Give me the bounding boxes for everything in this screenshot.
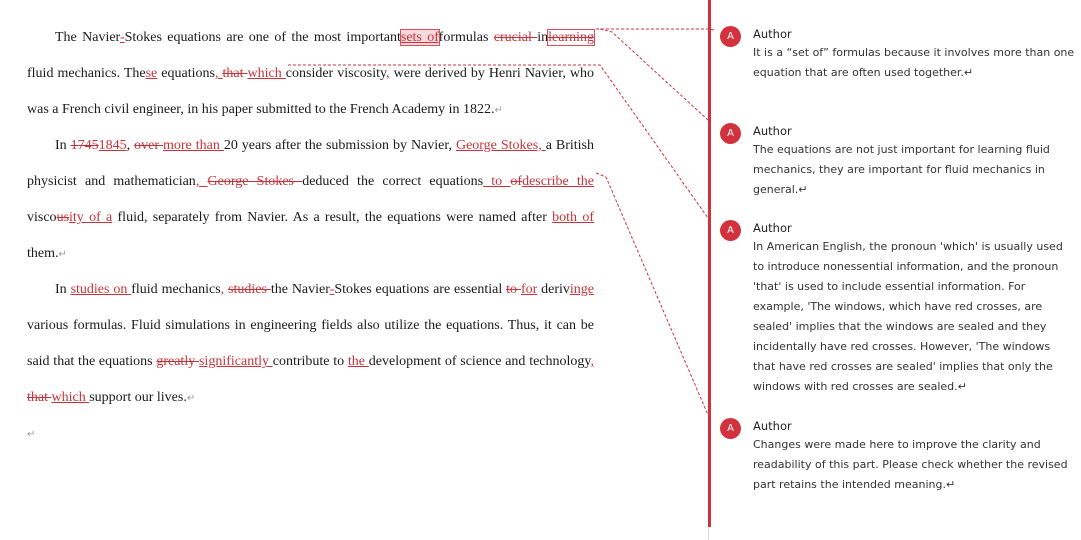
text-run: The Navier: [55, 30, 120, 45]
text-run: fluid: [112, 210, 144, 225]
comment-3[interactable]: [753, 221, 1075, 397]
deleted-text: George Stokes: [207, 174, 303, 189]
text-run: various formulas. Fluid simulations in engineering fields also utilize the equations. Thus, it can be said that the equations: [27, 318, 594, 369]
text-run: ,: [126, 138, 135, 153]
inserted-text: ,: [195, 174, 208, 189]
text-run: , separately from Navier. As a result, the equations were named after: [143, 210, 553, 225]
text-run: fluid mechanics: [131, 282, 221, 297]
comment-4[interactable]: [753, 419, 1075, 495]
comment-4-text: Changes were made here to improve the clarity and readability of this part. Please check whether the revised part retains the intended meaning.↵: [753, 438, 1068, 491]
deleted-text: to: [506, 282, 521, 297]
text-run: deduced the correct equations: [302, 174, 484, 189]
text-run: In: [55, 138, 71, 153]
comment-4-avatar: A: [720, 418, 741, 439]
comment-3-avatar: A: [720, 220, 741, 241]
text-run: Stokes equations are one of the most important: [124, 30, 401, 45]
deleted-text: that: [222, 66, 248, 81]
text-run: equations: [157, 66, 215, 81]
comment-1-text: It is a “set of” formulas because it involves more than one equation that are often used together.↵: [753, 46, 1075, 79]
text-run: development of science and technology: [368, 354, 591, 369]
comment-3-text: In American English, the pronoun 'which' is usually used to introduce nonessential information, and the pronoun 'that' is used to include essential information. For example, 'The windows, which have red crosses, are sealed' implies that the windows are sealed and they incidentally have red crosses. However, 'The windows that have red crosses are sealed' implies that only the windows with red crosses are sealed.↵: [753, 240, 1063, 393]
deleted-text: studies: [228, 282, 271, 297]
inserted-text: the: [347, 354, 369, 369]
deleted-text: learning: [548, 30, 595, 45]
text-run: in: [537, 30, 549, 45]
comment-2-avatar: A: [720, 123, 741, 144]
inserted-text: sets of: [400, 30, 439, 45]
text-run: fluid mechanics. The: [27, 66, 146, 81]
inserted-text: describe the: [522, 174, 595, 189]
text-run: deriv: [537, 282, 570, 297]
comment-3-author: Author: [753, 221, 792, 235]
comment-2[interactable]: [753, 124, 1075, 200]
text-run: Stokes equations are essential: [334, 282, 507, 297]
deleted-text: crucial: [493, 30, 538, 45]
inserted-text: ,: [220, 282, 225, 297]
comment-1[interactable]: [753, 27, 1075, 83]
paragraph-4[interactable]: [27, 416, 594, 453]
paragraph-1[interactable]: [27, 20, 594, 129]
comment-2-author: Author: [753, 124, 792, 138]
comment-4-author: Author: [753, 419, 792, 433]
paragraph-mark: ↵: [186, 393, 196, 404]
inserted-text: which: [51, 390, 90, 405]
inserted-text: for: [520, 282, 538, 297]
paragraph-3[interactable]: [27, 272, 594, 417]
text-run: visco: [27, 210, 57, 225]
paragraph-mark: ↵: [494, 105, 503, 116]
text-run: the Navier: [270, 282, 330, 297]
paragraph-mark: ↵: [27, 429, 36, 440]
deleted-text: that: [27, 390, 52, 405]
deleted-text: us: [56, 210, 70, 225]
text-run: a British physicist and mathematician: [27, 138, 594, 189]
deleted-text: over: [134, 138, 163, 153]
inserted-text: which: [247, 66, 286, 81]
inserted-text: -: [119, 30, 125, 45]
inserted-text: -: [329, 282, 335, 297]
deleted-text: greatly: [156, 354, 199, 369]
inserted-text: more than: [162, 138, 224, 153]
paragraph-2[interactable]: [27, 128, 594, 273]
paragraph-mark: ↵: [58, 249, 67, 260]
inserted-text: studies on: [70, 282, 132, 297]
text-run: 20 years after the submission by Navier,: [223, 138, 456, 153]
text-run: support our lives.: [89, 390, 187, 405]
inserted-text: ,: [590, 354, 594, 369]
inserted-text: both of: [552, 210, 594, 225]
comment-1-avatar: A: [720, 26, 741, 47]
inserted-text: se: [145, 66, 158, 81]
deleted-text: 1745: [70, 138, 99, 153]
text-run: were derived by Henri Navier, who was a French civil engineer, in his paper submitted to the French Academy in 1822.: [27, 66, 594, 117]
inserted-text: George Stokes,: [455, 138, 546, 153]
inserted-text: ity of a: [69, 210, 113, 225]
comment-2-text: The equations are not just important for learning fluid mechanics, they are important for fluid mechanics in general.↵: [753, 143, 1050, 196]
text-run: formulas: [438, 30, 494, 45]
text-run: In: [55, 282, 71, 297]
inserted-text: ,: [386, 66, 390, 81]
inserted-text: to: [483, 174, 511, 189]
text-run: them.: [27, 246, 59, 261]
text-run: contribute to: [272, 354, 348, 369]
inserted-text: significantly: [198, 354, 273, 369]
inserted-text: inge: [569, 282, 595, 297]
deleted-text: of: [510, 174, 523, 189]
comment-1-author: Author: [753, 27, 792, 41]
text-run: consider viscosity: [285, 66, 387, 81]
margin-revision-line: [708, 0, 711, 527]
inserted-text: 1845: [98, 138, 127, 153]
inserted-text: ,: [214, 66, 223, 81]
